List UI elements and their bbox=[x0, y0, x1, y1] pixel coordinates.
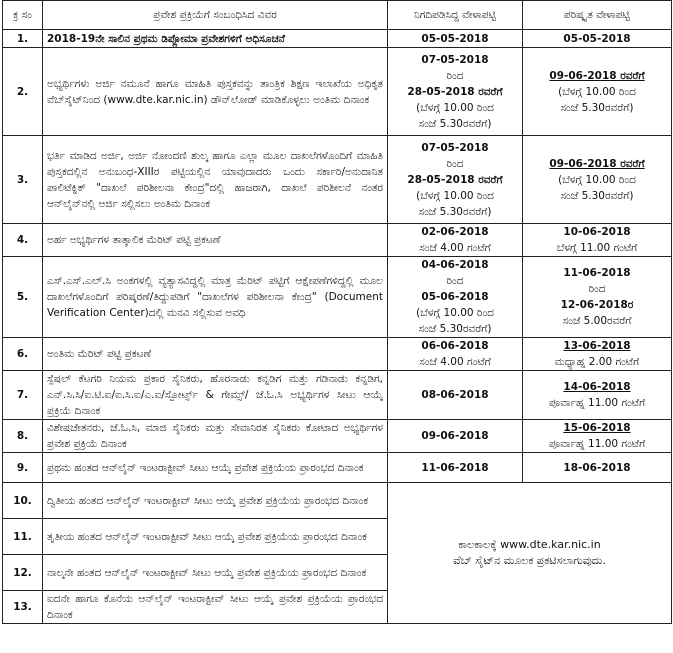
table-row bbox=[3, 338, 672, 371]
schedule-line: ರಿಂದ bbox=[588, 283, 606, 295]
table-header-row bbox=[3, 1, 672, 30]
row-number: 8. bbox=[3, 420, 43, 453]
row-description: ಐದನೇ ಹಾಗೂ ಕೊನೆಯ ಆನ್‌ಲೈನ್ ಇಂಟರಾಕ್ಟೀವ್ ಸೀಟು ಆಯ್ಕೆ ಪ್ರವೇಶ ಪ್ರಕ್ರಿಯೆಯ ಪ್ರಾರಂಭದ ದಿನಾಂಕ bbox=[43, 591, 388, 624]
schedule-line: ಪೂರ್ವಾಹ್ನ 11.00 ಗಂಟೆಗೆ bbox=[548, 397, 646, 409]
table-row bbox=[3, 224, 672, 257]
row-number: 2. bbox=[3, 48, 43, 136]
row-description: ನಾಲ್ಕನೇ ಹಂತದ ಆನ್‌ಲೈನ್ ಇಂಟರಾಕ್ಟೀವ್ ಸೀಟು ಆಯ್ಕೆ ಪ್ರವೇಶ ಪ್ರಕ್ರಿಯೆಯ ಪ್ರಾರಂಭದ ದಿನಾಂಕ bbox=[43, 555, 388, 591]
table-row bbox=[3, 48, 672, 136]
row-number: 1. bbox=[3, 30, 43, 48]
revised-schedule-cell bbox=[523, 371, 672, 420]
schedule-line: (ಬೆಳಗ್ಗೆ 10.00 ರಿಂದ bbox=[416, 101, 494, 114]
revised-schedule-cell bbox=[523, 453, 672, 483]
schedule-line: 05-06-2018 bbox=[421, 291, 489, 303]
header-sl-no: ಕ್ರ ಸಂ bbox=[3, 1, 43, 30]
revised-schedule-cell bbox=[523, 338, 672, 371]
row-number: 4. bbox=[3, 224, 43, 257]
revised-schedule-cell bbox=[523, 420, 672, 453]
note-line-1 bbox=[392, 537, 667, 553]
table-row bbox=[3, 483, 672, 519]
row-description: ತೃತೀಯ ಹಂತದ ಆನ್‌ಲೈನ್ ಇಂಟರಾಕ್ಟೀವ್ ಸೀಟು ಆಯ್ಕೆ ಪ್ರವೇಶ ಪ್ರಕ್ರಿಯೆಯ ಪ್ರಾರಂಭದ ದಿನಾಂಕ bbox=[43, 519, 388, 555]
row-description: ದ್ವಿತೀಯ ಹಂತದ ಆನ್‌ಲೈನ್ ಇಂಟರಾಕ್ಟೀವ್ ಸೀಟು ಆಯ್ಕೆ ಪ್ರವೇಶ ಪ್ರಕ್ರಿಯೆಯ ಪ್ರಾರಂಭದ ದಿನಾಂಕ bbox=[43, 483, 388, 519]
row-number: 10. bbox=[3, 483, 43, 519]
schedule-line: (ಬೆಳಗ್ಗೆ 10.00 ರಿಂದ bbox=[558, 173, 636, 186]
schedule-line: ಸಂಜೆ 5.30ರವರೆಗೆ) bbox=[418, 117, 492, 130]
row-number: 12. bbox=[3, 555, 43, 591]
original-schedule-cell bbox=[388, 420, 523, 453]
original-schedule-cell bbox=[388, 224, 523, 257]
schedule-line: ಸಂಜೆ 4.00 ಗಂಟೆಗೆ bbox=[419, 356, 491, 368]
row-description: ಭರ್ತಿ ಮಾಡಿದ ಅರ್ಜಿ, ಅರ್ಜಿ ನೋಂದಣಿ ಶುಲ್ಕ ಹಾಗೂ ಎಲ್ಲಾ ಮೂಲ ದಾಖಲೆಗಳೊಂದಿಗೆ ಮಾಹಿತಿ ಪುಸ್ತಕದಲ್ಲಿನ ಅನುಬಂಧ-XIIIರ ಪಟ್ಟಿಯಲ್ಲಿನ ಯಾವುದಾದರು ಒಂದು ಸರ್ಕಾರಿ/ಅನುದಾನಿತ ಪಾಲಿಟೆಕ್ನಿಕ್ "ದಾಖಲೆ ಪರಿಶೀಲನಾ ಕೇಂದ್ರ"ದಲ್ಲಿ ಹಾಜರಾಗಿ, ದಾಖಲೆ ಪರಿಶೀಲನೆ ನಂತರ ಆನ್‌ಲೈನ್‌ನಲ್ಲಿ ಅರ್ಜಿ ಸಲ್ಲಿಸಲು ಅಂತಿಮ ದಿನಾಂಕ bbox=[43, 136, 388, 224]
schedule-line: 09-06-2018 bbox=[421, 430, 489, 442]
schedule-line: 07-05-2018 bbox=[421, 141, 489, 154]
schedule-line: 11-06-2018 bbox=[421, 461, 489, 474]
header-description: ಪ್ರವೇಶ ಪ್ರಕ್ರಿಯೆಗೆ ಸಂಬಂಧಿಸಿದ ವಿವರ bbox=[43, 1, 388, 30]
website-link[interactable]: www.dte.kar.nic.in bbox=[500, 538, 601, 551]
header-original-schedule: ನಿಗದಿಪಡಿಸಿದ್ದ ವೇಳಾಪಟ್ಟಿ bbox=[388, 1, 523, 30]
original-schedule-cell bbox=[388, 257, 523, 338]
original-schedule-cell bbox=[388, 453, 523, 483]
row-number: 13. bbox=[3, 591, 43, 624]
schedule-line: 11-06-2018 bbox=[563, 267, 631, 279]
schedule-line: 12-06-2018ರ bbox=[560, 299, 634, 311]
table-row bbox=[3, 30, 672, 48]
merged-note-cell bbox=[388, 483, 672, 624]
schedule-line: 13-06-2018 bbox=[563, 340, 631, 352]
row-number: 6. bbox=[3, 338, 43, 371]
original-schedule-cell bbox=[388, 48, 523, 136]
table-body bbox=[3, 30, 672, 624]
schedule-line: (ಬೆಳಗ್ಗೆ 10.00 ರಿಂದ bbox=[416, 189, 494, 202]
schedule-line: 02-06-2018 bbox=[421, 226, 489, 238]
schedule-line: 08-06-2018 bbox=[421, 389, 489, 401]
row-description: ಅಂತಿಮ ಮೆರಿಟ್ ಪಟ್ಟಿ ಪ್ರಕಟಣೆ bbox=[43, 338, 388, 371]
table-row bbox=[3, 257, 672, 338]
schedule-line: ಸಂಜೆ 5.30ರವರೆಗೆ) bbox=[560, 101, 634, 114]
revised-schedule-cell bbox=[523, 257, 672, 338]
row-number: 9. bbox=[3, 453, 43, 483]
row-description: 2018-19ನೇ ಸಾಲಿನ ಪ್ರಥಮ ಡಿಪ್ಲೋಮಾ ಪ್ರವೇಶಗಳಿಗೆ ಅಧಿಸೂಚನೆ bbox=[43, 30, 388, 48]
schedule-line: ಸಂಜೆ 5.30ರವರೆಗೆ) bbox=[560, 189, 634, 202]
schedule-line: ರಿಂದ bbox=[446, 157, 464, 170]
schedule-line: (ಬೆಳಗ್ಗೆ 10.00 ರಿಂದ bbox=[558, 85, 636, 98]
schedule-line: ರಿಂದ bbox=[446, 69, 464, 82]
schedule-line: 10-06-2018 bbox=[563, 226, 631, 238]
schedule-line: ಸಂಜೆ 5.30ರವರೆಗೆ) bbox=[418, 205, 492, 218]
row-description: ಎಸ್.ಎಸ್.ಎಲ್.ಸಿ ಅಂಕಗಳಲ್ಲಿ ವ್ಯತ್ಯಾಸವಿದ್ದಲ್ಲಿ ಮಾತ್ರ ಮೆರಿಟ್ ಪಟ್ಟಿಗೆ ಆಕ್ಷೇಪಣೆಗಳಿದ್ದಲ್ಲಿ ಮೂಲ ದಾಖಲೆಗಳೊಂದಿಗೆ ಪರಿಷ್ಕರಣೆ/ತಿದ್ದುಪಡಿಗೆ "ದಾಖಲೆಗಳ ಪರಿಶೀಲನಾ ಕೇಂದ್ರ" (Document Verification Center)ದಲ್ಲಿ ಮನವಿ ಸಲ್ಲಿಸುವ ಅವಧಿ bbox=[43, 257, 388, 338]
revised-schedule-cell bbox=[523, 224, 672, 257]
row-number: 5. bbox=[3, 257, 43, 338]
original-schedule-cell bbox=[388, 338, 523, 371]
schedule-line: 15-06-2018 bbox=[563, 422, 631, 434]
revised-schedule-cell bbox=[523, 136, 672, 224]
row-description: ಪ್ರಥಮ ಹಂತದ ಆನ್‌ಲೈನ್ ಇಂಟರಾಕ್ಟೀವ್ ಸೀಟು ಆಯ್ಕೆ ಪ್ರವೇಶ ಪ್ರಕ್ರಿಯೆಯ ಪ್ರಾರಂಭದ ದಿನಾಂಕ bbox=[43, 453, 388, 483]
schedule-line: 04-06-2018 bbox=[421, 259, 489, 271]
schedule-line: 09-06-2018 ರವರೆಗೆ bbox=[549, 69, 645, 82]
schedule-line: ಪೂರ್ವಾಹ್ನ 11.00 ಗಂಟೆಗೆ bbox=[548, 438, 646, 450]
schedule-line: ಸಂಜೆ 5.30ರವರೆಗೆ) bbox=[418, 323, 492, 335]
original-schedule-cell bbox=[388, 136, 523, 224]
schedule-line: 18-06-2018 bbox=[563, 461, 631, 474]
schedule-line: 05-05-2018 bbox=[563, 32, 631, 45]
table-row bbox=[3, 420, 672, 453]
schedule-line: 28-05-2018 ರವರೆಗೆ bbox=[407, 85, 503, 98]
row-description: ವಿಶೇಷಚೇತನರು, ಜೆ.ಓ.ಸಿ, ಮಾಜಿ ಸೈನಿಕರು ಮತ್ತು ಸೇವಾನಿರತ ಸೈನಿಕರು ಕೋಟಾದ ಅಭ್ಯರ್ಥಿಗಳ ಪ್ರವೇಶ ಪ್ರಕ್ರಿಯೆ ದಿನಾಂಕ bbox=[43, 420, 388, 453]
table-row bbox=[3, 453, 672, 483]
schedule-line: (ಬೆಳಗ್ಗೆ 10.00 ರಿಂದ bbox=[416, 307, 494, 319]
revised-schedule-cell bbox=[523, 30, 672, 48]
row-description: ಅಭ್ಯರ್ಥಿಗಳು ಅರ್ಜಿ ನಮೂನೆ ಹಾಗೂ ಮಾಹಿತಿ ಪುಸ್ತಕವನ್ನು ತಾಂತ್ರಿಕ ಶಿಕ್ಷಣ ಇಲಾಖೆಯ ಅಧಿಕೃತ ವೆಬ್‌ಸೈಟ್‌ನಿಂದ (www.dte.kar.nic.in) ಡೌನ್‌ಲೋಡ್ ಮಾಡಿಕೊಳ್ಳಲು ಅಂತಿಮ ದಿನಾಂಕ bbox=[43, 48, 388, 136]
row-number: 11. bbox=[3, 519, 43, 555]
original-schedule-cell bbox=[388, 371, 523, 420]
schedule-line: 28-05-2018 ರವರೆಗೆ bbox=[407, 173, 503, 186]
table-row bbox=[3, 371, 672, 420]
row-number: 3. bbox=[3, 136, 43, 224]
original-schedule-cell bbox=[388, 30, 523, 48]
schedule-line: ರಿಂದ bbox=[446, 275, 464, 287]
note-line-2: ವೆಬ್ ಸೈಟ್‌ನ ಮೂಲಕ ಪ್ರಕಟಿಸಲಾಗುವುದು. bbox=[453, 554, 606, 567]
row-number: 7. bbox=[3, 371, 43, 420]
schedule-line: ಸಂಜೆ 4.00 ಗಂಟೆಗೆ bbox=[419, 242, 491, 254]
note-prefix: ಕಾಲಕಾಲಕ್ಕೆ bbox=[458, 538, 501, 551]
schedule-line: ಸಂಜೆ 5.00ರವರೆಗೆ bbox=[562, 315, 632, 327]
schedule-line: 07-05-2018 bbox=[421, 53, 489, 66]
schedule-line: ಮಧ್ಯಾಹ್ನ 2.00 ಗಂಟೆಗೆ bbox=[554, 356, 640, 368]
schedule-line: 06-06-2018 bbox=[421, 340, 489, 352]
revised-schedule-cell bbox=[523, 48, 672, 136]
schedule-table bbox=[2, 0, 672, 624]
schedule-line: ಬೆಳಗ್ಗೆ 11.00 ಗಂಟೆಗೆ bbox=[556, 242, 638, 254]
header-revised-schedule: ಪರಿಷ್ಕೃತ ವೇಳಾಪಟ್ಟಿ bbox=[523, 1, 672, 30]
row-description: ಅರ್ಹ ಅಭ್ಯರ್ಥಿಗಳ ತಾತ್ಕಾಲಿಕ ಮೆರಿಟ್ ಪಟ್ಟಿ ಪ್ರಕಟಣೆ bbox=[43, 224, 388, 257]
schedule-line: 09-06-2018 ರವರೆಗೆ bbox=[549, 157, 645, 170]
schedule-line: 14-06-2018 bbox=[563, 381, 631, 393]
row-description: ಸ್ಪೆಷಲ್ ಕೆಟಗರಿ ನಿಯಮ ಪ್ರಕಾರ ಸೈನಿಕರು, ಹೊರನಾಡು ಕನ್ನಡಿಗ ಮತ್ತು ಗಡಿನಾಡು ಕನ್ನಡಿಗ, ಎನ್.ಸಿ.ಸಿ/ಐ.ಟಿ.ಐ/ಐ.ಸಿ.ಐ/ಎ.ಐ/ಸ್ಪೋರ್ಟ್ಸ್ & ಗೇಮ್ಸ್/ ಜೆ.ಓ.ಸಿ ಅಭ್ಯರ್ಥಿಗಳ ಸೀಟು ಆಯ್ಕೆ ಪ್ರಕ್ರಿಯೆ ದಿನಾಂಕ bbox=[43, 371, 388, 420]
schedule-line: 05-05-2018 bbox=[421, 32, 489, 45]
table-row bbox=[3, 136, 672, 224]
